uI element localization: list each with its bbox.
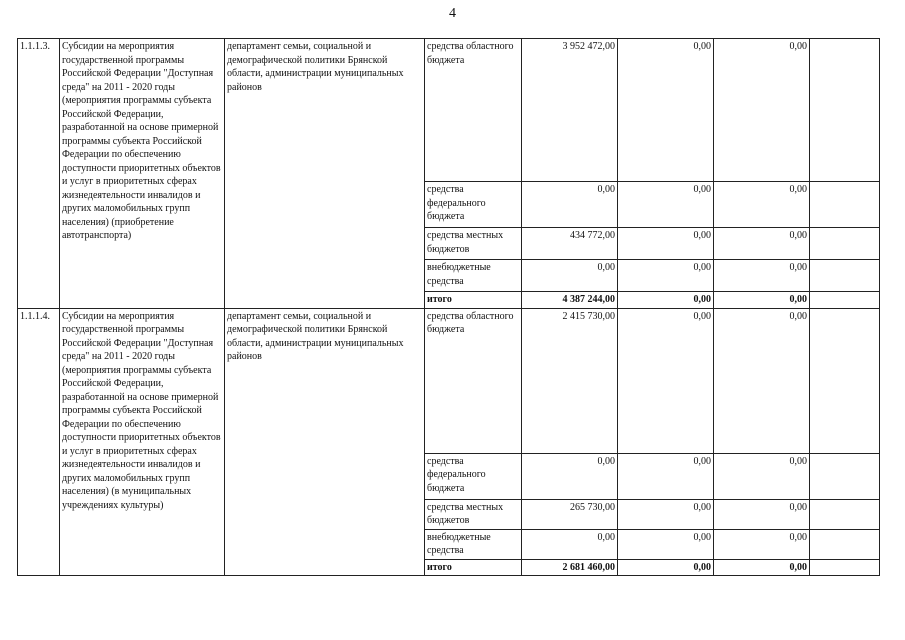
amount-cell: 0,00 xyxy=(618,39,714,182)
amount-cell: 434 772,00 xyxy=(522,228,618,260)
amount-cell xyxy=(810,529,880,559)
source-label: средства местных бюджетов xyxy=(425,228,522,260)
amount-cell: 0,00 xyxy=(714,39,810,182)
source-label: средства федерального бюджета xyxy=(425,453,522,499)
amount-cell xyxy=(810,182,880,228)
amount-cell xyxy=(810,453,880,499)
amount-cell: 2 415 730,00 xyxy=(522,308,618,453)
amount-cell xyxy=(810,499,880,529)
amount-cell: 0,00 xyxy=(618,453,714,499)
amount-cell: 0,00 xyxy=(714,529,810,559)
measure-name: Субсидии на мероприятия государственной программы Российской Федерации "Доступная среда" на 2011 - 2020 годы (мероприятия программы субъекта Российской Федерации, разработанной на основе примерной программы субъекта Российской Федерации по обеспечению доступности приоритетных объектов и услуг в приоритетных сферах жизнедеятельности инвалидов и других маломобильных групп населения) (приобретение автотранспорта) xyxy=(60,39,225,309)
amount-cell: 0,00 xyxy=(618,182,714,228)
total-label: итого xyxy=(425,292,522,309)
amount-cell: 0,00 xyxy=(522,453,618,499)
source-label: средства местных бюджетов xyxy=(425,499,522,529)
table-row xyxy=(18,39,880,182)
amount-cell xyxy=(810,39,880,182)
amount-cell: 0,00 xyxy=(714,453,810,499)
total-amount: 2 681 460,00 xyxy=(522,559,618,576)
amount-cell xyxy=(810,228,880,260)
amount-cell: 0,00 xyxy=(618,228,714,260)
amount-cell: 0,00 xyxy=(618,529,714,559)
source-label: средства областного бюджета xyxy=(425,39,522,182)
amount-cell xyxy=(810,308,880,453)
source-label: внебюджетные средства xyxy=(425,529,522,559)
measure-code: 1.1.1.3. xyxy=(18,39,60,309)
measure-code: 1.1.1.4. xyxy=(18,308,60,576)
amount-cell: 0,00 xyxy=(618,260,714,292)
amount-cell: 0,00 xyxy=(522,260,618,292)
total-amount: 0,00 xyxy=(618,292,714,309)
amount-cell: 0,00 xyxy=(618,308,714,453)
responsible-executor: департамент семьи, социальной и демографической политики Брянской области, администрации муниципальных районов xyxy=(225,39,425,309)
total-amount: 0,00 xyxy=(714,292,810,309)
amount-cell: 3 952 472,00 xyxy=(522,39,618,182)
amount-cell xyxy=(810,260,880,292)
total-label: итого xyxy=(425,559,522,576)
page-number: 4 xyxy=(449,6,456,21)
measure-name: Субсидии на мероприятия государственной программы Российской Федерации "Доступная среда" на 2011 - 2020 годы (мероприятия программы субъекта Российской Федерации, разработанной на основе примерной программы субъекта Российской Федерации по обеспечению доступности приоритетных объектов и услуг в приоритетных сферах жизнедеятельности инвалидов и других маломобильных групп населения) (в муниципальных учреждениях культуры) xyxy=(60,308,225,576)
amount-cell: 0,00 xyxy=(714,260,810,292)
budget-table xyxy=(17,38,880,576)
amount-cell: 0,00 xyxy=(714,228,810,260)
total-amount: 4 387 244,00 xyxy=(522,292,618,309)
amount-cell: 0,00 xyxy=(714,182,810,228)
source-label: внебюджетные средства xyxy=(425,260,522,292)
total-amount: 0,00 xyxy=(618,559,714,576)
amount-cell: 0,00 xyxy=(618,499,714,529)
amount-cell: 265 730,00 xyxy=(522,499,618,529)
source-label: средства областного бюджета xyxy=(425,308,522,453)
total-amount: 0,00 xyxy=(714,559,810,576)
amount-cell: 0,00 xyxy=(522,529,618,559)
responsible-executor: департамент семьи, социальной и демографической политики Брянской области, администрации муниципальных районов xyxy=(225,308,425,576)
amount-cell: 0,00 xyxy=(522,182,618,228)
amount-cell: 0,00 xyxy=(714,308,810,453)
table-row xyxy=(18,308,880,453)
total-amount xyxy=(810,559,880,576)
amount-cell: 0,00 xyxy=(714,499,810,529)
total-amount xyxy=(810,292,880,309)
source-label: средства федерального бюджета xyxy=(425,182,522,228)
